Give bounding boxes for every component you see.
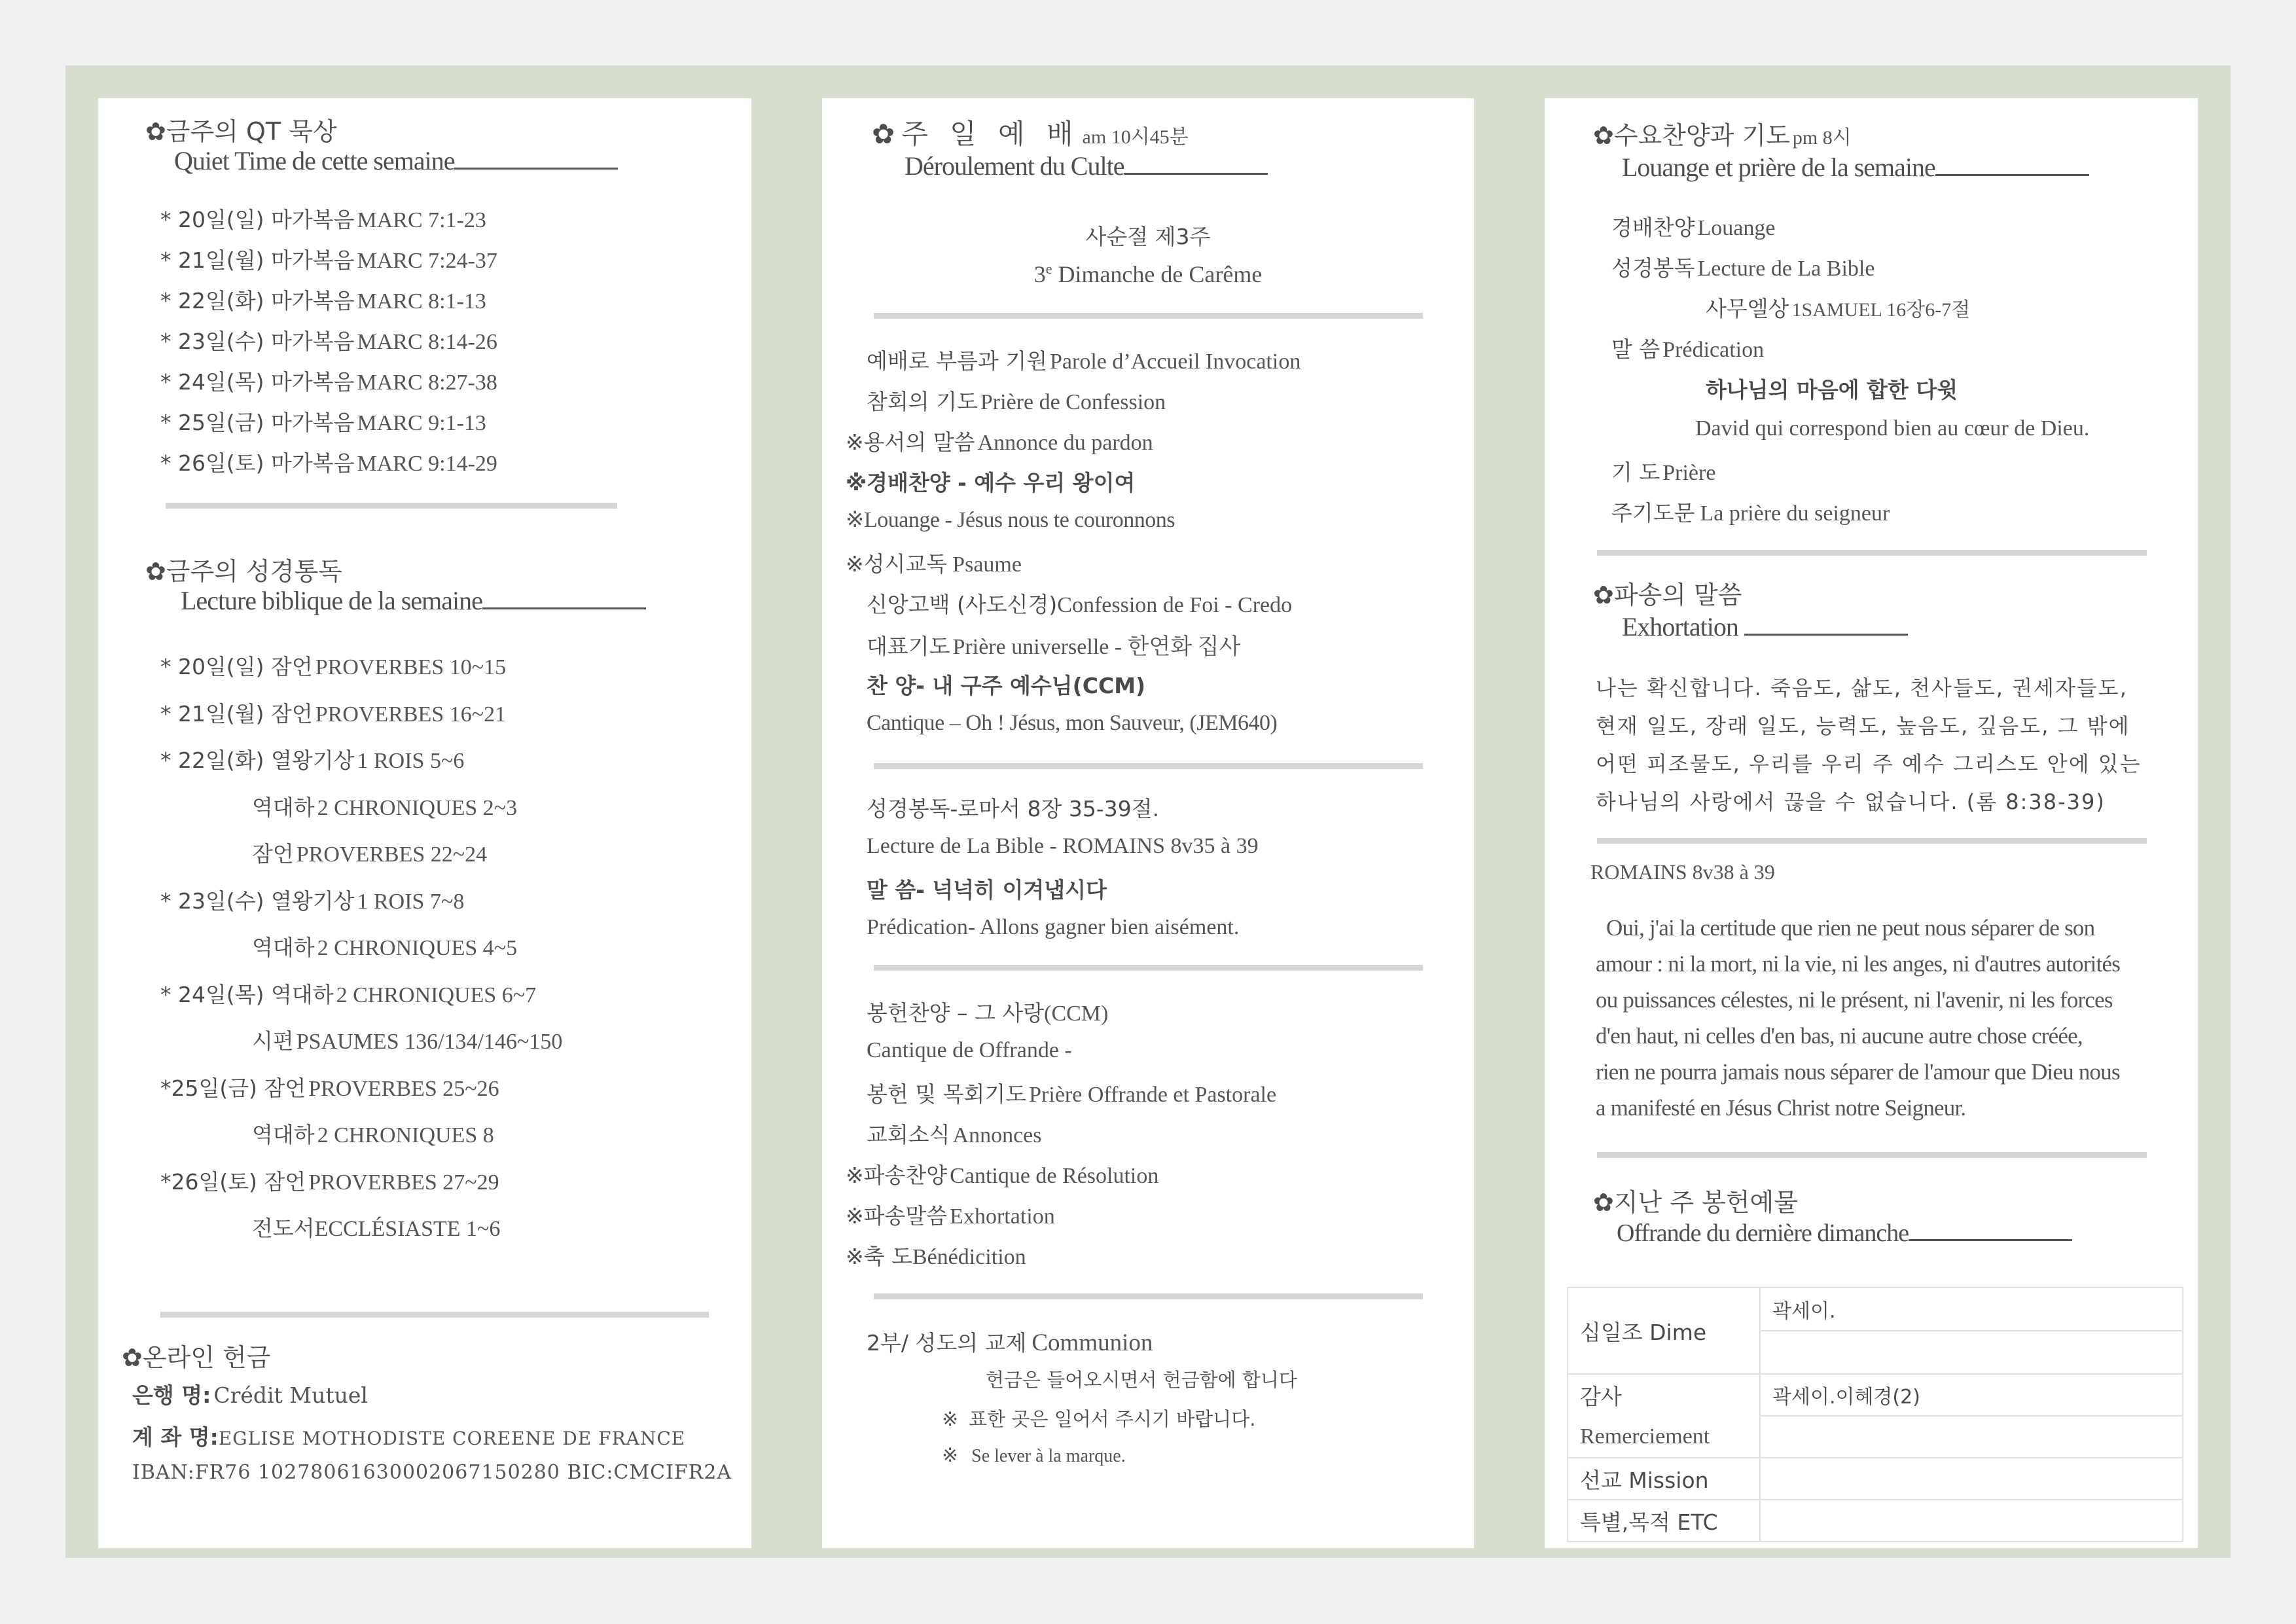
list-item: ※성시교독 Psaume xyxy=(846,551,1022,577)
paragraph-line: a manifesté en Jésus Christ notre Seigneur. xyxy=(1596,1095,1966,1121)
divider xyxy=(166,503,617,509)
table-row xyxy=(1568,1288,2183,1331)
list-item: David qui correspond bien au cœur de Dieu. xyxy=(1695,416,2090,441)
list-item: *25일(금) 잠언 PROVERBES 25~26 xyxy=(160,1075,499,1101)
offering-value-empty xyxy=(1760,1416,2183,1458)
wednesday-time: pm 8시 xyxy=(1792,127,1852,149)
table-row xyxy=(1568,1416,2183,1458)
note-offering-box: 헌금은 들어오시면서 헌금함에 합니다 xyxy=(986,1369,1297,1391)
list-item: * 24일(목) 마가복음 MARC 8:27-38 xyxy=(160,369,497,395)
list-item: * 22일(화) 마가복음 MARC 8:1-13 xyxy=(160,288,486,314)
note-stand: ※ 표한 곳은 일어서 주시기 바랍니다. xyxy=(942,1408,1256,1430)
offering-subtitle: Offrande du dernière dimanche xyxy=(1617,1219,1909,1247)
worship-heading: ✿주 일 예 배 xyxy=(872,118,1080,150)
table-row xyxy=(1568,1458,2183,1500)
offering-value-empty xyxy=(1760,1500,2183,1542)
offering-table xyxy=(1567,1287,2183,1542)
list-item: 교회소식 Annonces xyxy=(867,1122,1042,1147)
list-item: 봉헌찬양 – 그 사랑(CCM) xyxy=(867,1000,1109,1026)
communion-line: 2부/ 성도의 교제 Communion xyxy=(867,1329,1153,1356)
list-item: 참회의 기도 Prière de Confession xyxy=(867,389,1166,414)
divider xyxy=(160,1312,709,1318)
list-item: 봉헌 및 목회기도 Prière Offrande et Pastorale xyxy=(867,1081,1277,1107)
offering-label-dime: 십일조 Dime xyxy=(1568,1288,1760,1374)
romains-ref: ROMAINS 8v38 à 39 xyxy=(1590,860,1775,884)
list-item: ※파송찬양 Cantique de Résolution xyxy=(846,1163,1159,1188)
exhortation-underline xyxy=(1744,614,1908,636)
panel-left xyxy=(98,98,751,1548)
list-item: * 23일(수) 마가복음 MARC 8:14-26 xyxy=(160,329,497,354)
season-fr: 3e Dimanche de Carême xyxy=(1033,261,1263,287)
list-item: * 21일(월) 잠언 PROVERBES 16~21 xyxy=(160,701,507,727)
list-item: 말 씀- 넉넉히 이겨냅시다 xyxy=(867,877,1107,903)
paragraph-line: 나는 확신합니다. 죽음도, 삶도, 천사들도, 권세자들도, xyxy=(1596,676,2128,700)
list-item: 전도서ECCLÉSIASTE 1~6 xyxy=(252,1216,501,1241)
offering-value-thanks: 곽세이.이혜경(2) xyxy=(1760,1374,2183,1416)
list-item: * 20일(일) 마가복음 MARC 7:1-23 xyxy=(160,207,486,232)
list-item: 사무엘상 1SAMUEL 16장6-7절 xyxy=(1706,296,1971,321)
list-item: 말 씀 Prédication xyxy=(1611,336,1765,362)
list-item: 잠언 PROVERBES 22~24 xyxy=(252,841,488,867)
table-row xyxy=(1568,1374,2183,1416)
bible-heading: ✿금주의 성경통독 xyxy=(145,557,342,586)
account-value: EGLISE MOTHODISTE COREENE DE FRANCE xyxy=(218,1428,686,1449)
paragraph-line: ou puissances célestes, ni le présent, ni l'avenir, ni les forces xyxy=(1596,987,2113,1013)
iban: IBAN:FR76 10278061630002067150280 BIC:CMCIFR2A xyxy=(132,1461,732,1484)
bible-subtitle: Lecture biblique de la semaine xyxy=(181,586,482,615)
list-item: * 23일(수) 열왕기상 1 ROIS 7~8 xyxy=(160,888,465,914)
wednesday-subtitle: Louange et prière de la semaine xyxy=(1622,153,1935,182)
qt-heading: ✿금주의 QT 묵상 xyxy=(145,117,337,146)
offering-label-special: 특별,목적 ETC xyxy=(1568,1500,1760,1542)
divider xyxy=(874,763,1423,769)
wednesday-underline xyxy=(1935,154,2089,176)
divider xyxy=(1597,838,2147,844)
worship-time: am 10시45분 xyxy=(1082,126,1189,148)
exhortation-heading: ✿파송의 말씀 xyxy=(1593,581,1742,609)
divider xyxy=(1597,1152,2147,1158)
list-item: Cantique – Oh ! Jésus, mon Sauveur, (JEM640) xyxy=(867,711,1278,735)
panel-middle xyxy=(822,98,1474,1548)
offering-value-empty xyxy=(1760,1458,2183,1500)
worship-subtitle: Déroulement du Culte xyxy=(905,151,1124,181)
qt-underline xyxy=(454,148,618,170)
list-item: ※축 도Bénédicition xyxy=(846,1244,1026,1269)
list-item: ※Louange - Jésus nous te couronnons xyxy=(846,508,1175,532)
offering-value-dime: 곽세이. xyxy=(1760,1288,2183,1331)
list-item: 역대하 2 CHRONIQUES 2~3 xyxy=(252,795,518,820)
bible-underline xyxy=(482,588,646,609)
list-item: 역대하 2 CHRONIQUES 8 xyxy=(252,1122,494,1147)
note-stand-fr: ※ Se lever à la marque. xyxy=(942,1445,1126,1466)
exhortation-subtitle: Exhortation xyxy=(1622,612,1738,641)
list-item: * 26일(토) 마가복음 MARC 9:14-29 xyxy=(160,450,497,476)
offering-label-thanks: 감사 xyxy=(1568,1374,1760,1416)
bank-label: 은행 명: xyxy=(132,1382,211,1408)
list-item: Prédication- Allons gagner bien aisément. xyxy=(867,915,1240,939)
paragraph-line: amour : ni la mort, ni la vie, ni les anges, ni d'autres autorités xyxy=(1596,951,2121,977)
season-ko: 사순절 제3주 xyxy=(1085,224,1211,249)
list-item: 주기도문 La prière du seigneur xyxy=(1611,500,1890,526)
list-item: *26일(토) 잠언 PROVERBES 27~29 xyxy=(160,1169,499,1195)
offering-label-thanks-fr: Remerciement xyxy=(1568,1416,1760,1458)
offering-heading: ✿지난 주 봉헌예물 xyxy=(1593,1188,1798,1217)
offering-underline xyxy=(1909,1219,2072,1241)
paragraph-line: 어떤 피조물도, 우리를 우리 주 예수 그리스도 안에 있는 xyxy=(1596,751,2142,776)
list-item: 시편 PSAUMES 136/134/146~150 xyxy=(252,1028,563,1054)
list-item: 하나님의 마음에 합한 다윗 xyxy=(1706,377,1958,403)
online-offering-heading: ✿온라인 헌금 xyxy=(122,1343,271,1372)
list-item: 성경봉독 Lecture de La Bible xyxy=(1611,255,1875,281)
list-item: * 22일(화) 열왕기상 1 ROIS 5~6 xyxy=(160,748,465,773)
offering-value-empty xyxy=(1760,1331,2183,1374)
list-item: 성경봉독-로마서 8장 35-39절. xyxy=(867,796,1160,821)
divider xyxy=(1597,550,2147,556)
list-item: 역대하 2 CHRONIQUES 4~5 xyxy=(252,935,518,960)
account-label: 계 좌 명: xyxy=(132,1424,219,1450)
panel-right xyxy=(1545,98,2198,1548)
list-item: * 20일(일) 잠언 PROVERBES 10~15 xyxy=(160,654,507,679)
list-item: 신앙고백 (사도신경)Confession de Foi - Credo xyxy=(867,592,1293,617)
list-item: ※용서의 말씀 Annonce du pardon xyxy=(846,429,1153,455)
paragraph-line: Oui, j'ai la certitude que rien ne peut nous séparer de son xyxy=(1606,915,2095,941)
list-item: 찬 양- 내 구주 예수님(CCM) xyxy=(867,673,1146,698)
divider xyxy=(874,965,1423,971)
list-item: * 21일(월) 마가복음 MARC 7:24-37 xyxy=(160,247,497,273)
list-item: * 25일(금) 마가복음 MARC 9:1-13 xyxy=(160,410,486,435)
list-item: 기 도 Prière xyxy=(1611,460,1716,485)
qt-subtitle: Quiet Time de cette semaine xyxy=(174,146,455,175)
list-item: Lecture de La Bible - ROMAINS 8v35 à 39 xyxy=(867,834,1259,858)
paragraph-line: rien ne pourra jamais nous séparer de l'amour que Dieu nous xyxy=(1596,1059,2120,1085)
worship-underline xyxy=(1124,153,1268,175)
bank-value: Crédit Mutuel xyxy=(213,1382,368,1408)
list-item: ※경배찬양 - 예수 우리 왕이여 xyxy=(846,470,1136,496)
paragraph-line: 하나님의 사랑에서 끊을 수 없습니다. (롬 8:38-39) xyxy=(1596,789,2106,814)
paragraph-line: 현재 일도, 장래 일도, 능력도, 높음도, 깊음도, 그 밖에 xyxy=(1596,713,2130,738)
divider xyxy=(874,1293,1423,1299)
table-row xyxy=(1568,1500,2183,1542)
list-item: 경배찬양 Louange xyxy=(1611,215,1776,240)
divider xyxy=(874,313,1423,319)
list-item: 대표기도 Prière universelle - 한연화 집사 xyxy=(867,634,1241,659)
wednesday-heading: ✿수요찬양과 기도 xyxy=(1593,121,1790,150)
list-item: * 24일(목) 역대하 2 CHRONIQUES 6~7 xyxy=(160,982,537,1007)
offering-label-mission: 선교 Mission xyxy=(1568,1458,1760,1500)
paragraph-line: d'en haut, ni celles d'en bas, ni aucune autre chose créée, xyxy=(1596,1023,2083,1049)
list-item: Cantique de Offrande - xyxy=(867,1038,1072,1062)
list-item: 예배로 부름과 기원 Parole d’Accueil Invocation xyxy=(867,348,1301,374)
list-item: ※파송말씀 Exhortation xyxy=(846,1203,1055,1229)
